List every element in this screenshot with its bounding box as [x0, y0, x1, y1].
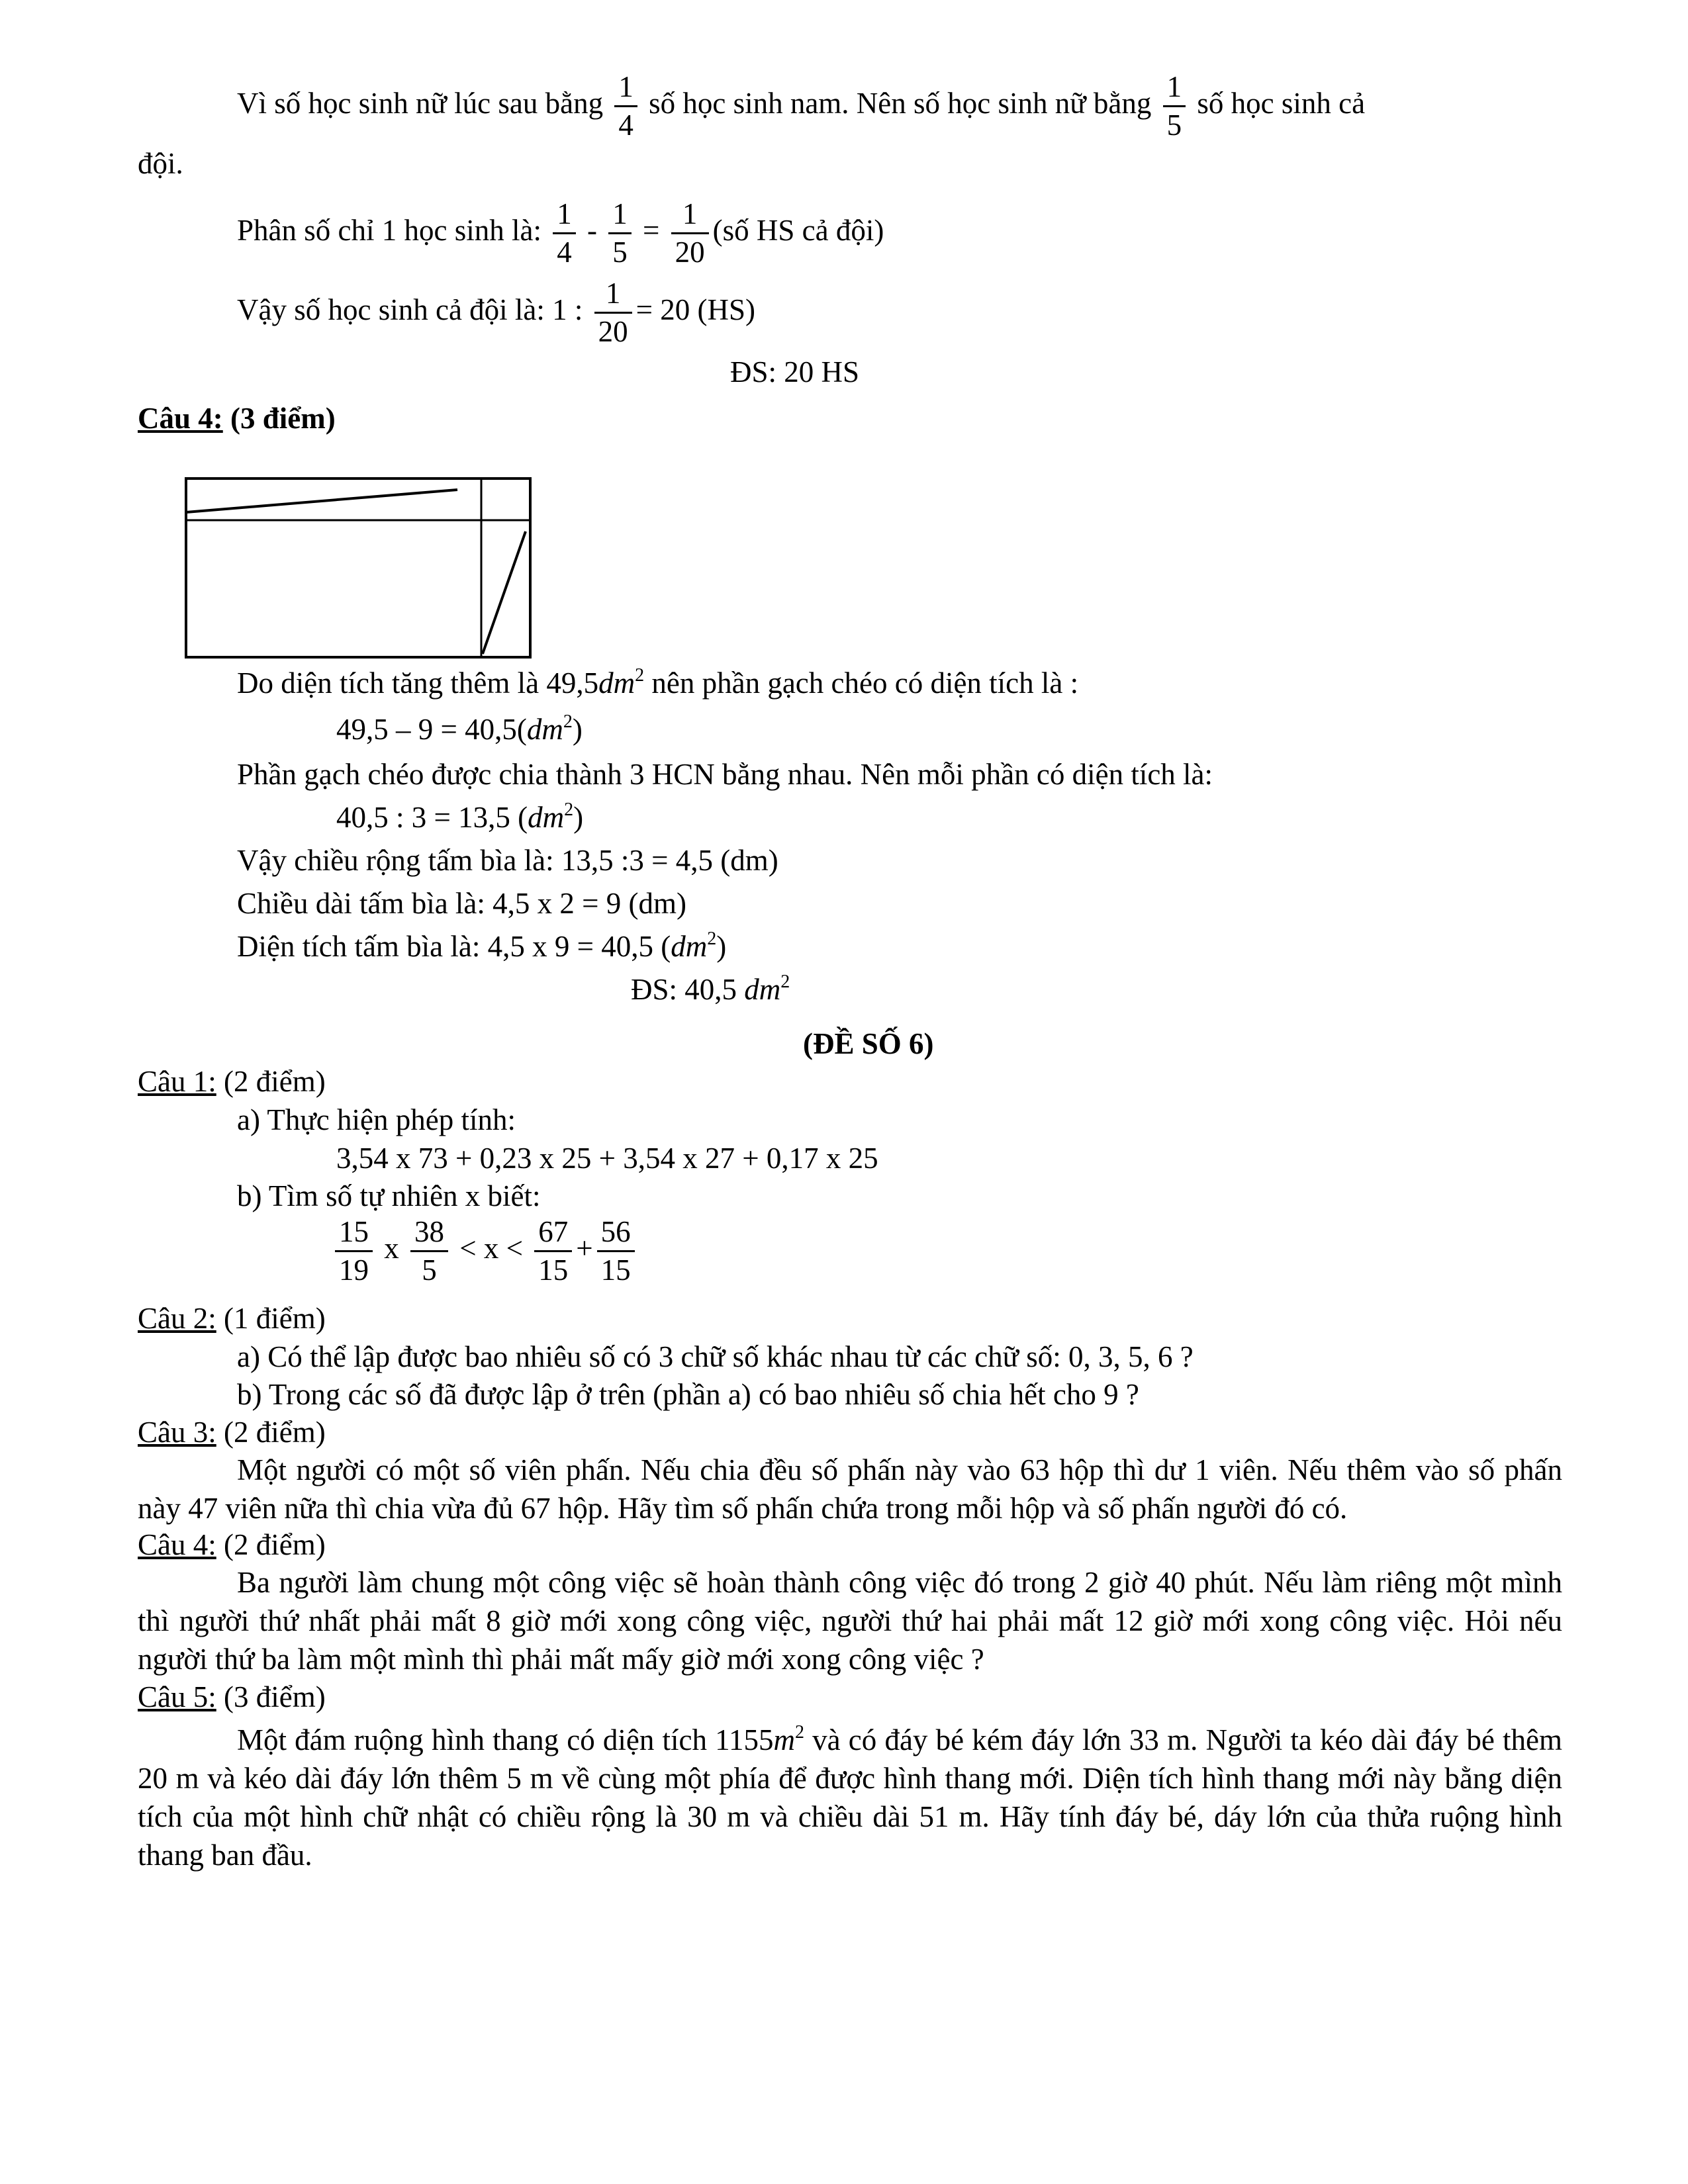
total-label: Vậy số học sinh cả đội là:: [237, 293, 545, 327]
exam-q5-heading: [138, 1682, 326, 1712]
line1-text-b: nên phần gạch chéo có diện tích là :: [651, 666, 1079, 700]
line2-text-a: 49,5 – 9 = 40,5(: [336, 713, 527, 746]
q5-text-b: và có đáy bé kém đáy lớn 33 m. Người ta kéo dài đáy bé thêm 20 m và kéo dài đáy lớn thêm 5 m về cùng một phía để được hình thang mới. Diện tích hình thang mới này bằng diện tích của một hình chữ nhật có chiều rộng là 30 m và chiều dài 51 m. Hãy tính đáy bé, dáy lớn của thửa ruộng hình thang ban đầu.: [138, 1723, 1563, 1872]
question4-line7: [237, 929, 727, 963]
exam-q4-heading: [138, 1530, 326, 1560]
exam-q1-b: b) Tìm số tự nhiên x biết:: [237, 1179, 541, 1212]
q5-exponent: 2: [795, 1722, 804, 1743]
exam-q3-heading: [138, 1418, 326, 1447]
intro-text-a: Vì số học sinh nữ lúc sau bằng: [237, 87, 604, 120]
unit-dm: dm: [528, 801, 565, 834]
exam-q3-text: Một người có một số viên phấn. Nếu chia đều số phấn này vào 63 hộp thì dư 1 viên. Nếu thêm vào số phấn này 47 viên nữa thì chia vừa đủ 67 hộp. Hãy tìm số phấn chứa trong mỗi hộp và số phấn người đó có.: [138, 1453, 1562, 1525]
exam-q1-b-inequality: [331, 1216, 639, 1287]
line7-text-b: ): [716, 930, 727, 963]
q1-label: Câu 1:: [138, 1065, 216, 1098]
exponent: 2: [780, 972, 790, 992]
fraction-one-fifth: $\frac{1}{5}$: [1163, 71, 1186, 142]
exponent: 2: [635, 665, 645, 686]
total-post: = 20 (HS): [635, 293, 756, 327]
exam-q4-text: Ba người làm chung một công việc sẽ hoàn thành công việc đó trong 2 giờ 40 phút. Nếu làm riêng một mình thì người thứ nhất phải mất 8 giờ mới xong công việc, người thứ hai phải mất 12 giờ mới xong công việc. Hỏi nếu người thứ ba làm một mình thì phải mất mấy giờ mới xong công việc ?: [138, 1566, 1562, 1676]
fraction-15-19: $\frac{15}{19}$: [335, 1216, 373, 1287]
equals-sign: =: [642, 214, 660, 248]
question4-line5: Vậy chiều rộng tấm bìa là: 13,5 :3 = 4,5 (dm): [237, 844, 778, 877]
q4-label: Câu 4:: [138, 1528, 216, 1561]
exponent: 2: [563, 711, 573, 732]
unit-dm: dm: [671, 930, 708, 963]
exponent: 2: [564, 799, 574, 820]
fraction-one-quarter: $\frac{1}{4}$: [614, 71, 637, 142]
exam-q1-a-expression: 3,54 x 73 + 0,23 x 25 + 3,54 x 27 + 0,17 x 25: [336, 1142, 878, 1175]
rectangle-diagram: [183, 475, 534, 660]
fraction-b: $\frac{1}{5}$: [608, 199, 632, 269]
fraction-a: $\frac{1}{4}$: [553, 199, 576, 269]
intro-text-c: số học sinh cả: [1197, 87, 1366, 120]
total-pre: 1 :: [552, 293, 583, 327]
line4-text-b: ): [573, 801, 584, 834]
top-hatch-line: [186, 490, 457, 512]
solution-intro-continuation: đội.: [138, 147, 183, 180]
question4-line6: Chiều dài tấm bìa là: 4,5 x 2 = 9 (dm): [237, 887, 686, 920]
q2-label: Câu 2:: [138, 1302, 216, 1335]
exam-q1-a: a) Thực hiện phép tính:: [237, 1103, 516, 1136]
q1-points: (2 điểm): [224, 1065, 326, 1098]
fraction-one-student-line: [237, 199, 884, 269]
question4-points: (3 điểm): [230, 402, 336, 435]
unit-dm: dm: [526, 713, 563, 746]
side-hatch-line: [483, 531, 526, 654]
question4-label: Câu 4:: [138, 402, 223, 435]
fraction-67-15: $\frac{67}{15}$: [534, 1216, 572, 1287]
exam-q5-text: [138, 1721, 1562, 1874]
unit-dm: dm: [744, 973, 781, 1006]
fraction-total: $\frac{1}{20}$: [594, 278, 632, 348]
question4-line3: Phần gạch chéo được chia thành 3 HCN bằng nhau. Nên mỗi phần có diện tích là:: [237, 758, 1213, 791]
fraction-56-15: $\frac{56}{15}$: [597, 1216, 635, 1287]
q2-points: (1 điểm): [224, 1302, 326, 1335]
minus-sign: -: [586, 214, 597, 248]
q4-points: (2 điểm): [224, 1528, 326, 1561]
question4-line2: [336, 711, 583, 746]
fraction-note: (số HS cả đội): [712, 214, 884, 248]
q3-label: Câu 3:: [138, 1416, 216, 1449]
question4-answer: [631, 972, 790, 1006]
line7-text-a: Diện tích tấm bìa là: 4,5 x 9 = 40,5 (: [237, 930, 671, 963]
line1-text-a: Do diện tích tăng thêm là 49,5: [237, 666, 599, 700]
q5-label: Câu 5:: [138, 1680, 216, 1713]
question4-heading: [138, 404, 336, 433]
plus-sign: +: [576, 1232, 593, 1265]
q5-points: (3 điểm): [224, 1680, 326, 1713]
inequality-middle: < x <: [459, 1232, 524, 1265]
unit-dm: dm: [598, 666, 635, 700]
solution-answer: ĐS: 20 HS: [730, 355, 860, 388]
outer-rectangle: [186, 478, 530, 657]
exam-q2-a: a) Có thể lập được bao nhiêu số có 3 chữ số khác nhau từ các chữ số: 0, 3, 5, 6 ?: [237, 1340, 1194, 1373]
unit-m: m: [773, 1723, 795, 1756]
exam-q2-b: b) Trong các số đã được lập ở trên (phần a) có bao nhiêu số chia hết cho 9 ?: [237, 1378, 1139, 1411]
exponent: 2: [707, 929, 717, 949]
question4-line1: [237, 665, 1079, 700]
fraction-c: $\frac{1}{20}$: [671, 199, 709, 269]
fraction-line-label: Phân số chỉ 1 học sinh là:: [237, 214, 541, 248]
exam-q2-heading: [138, 1304, 326, 1334]
fraction-38-5: $\frac{38}{5}$: [410, 1216, 448, 1287]
total-students-line: [237, 278, 755, 348]
intro-text-b: số học sinh nam. Nên số học sinh nữ bằng: [649, 87, 1152, 120]
line2-text-b: ): [572, 713, 583, 746]
times-sign: x: [384, 1232, 399, 1265]
exam-title: (ĐỀ SỐ 6): [803, 1027, 934, 1060]
q5-text-a: Một đám ruộng hình thang có diện tích 1155: [237, 1723, 774, 1756]
q3-points: (2 điểm): [224, 1416, 326, 1449]
line4-text-a: 40,5 : 3 = 13,5 (: [336, 801, 528, 834]
answer-text: ĐS: 40,5: [631, 973, 737, 1006]
question4-line4: [336, 799, 584, 834]
exam-q1-heading: [138, 1067, 326, 1097]
solution-intro-line: [237, 71, 1365, 142]
